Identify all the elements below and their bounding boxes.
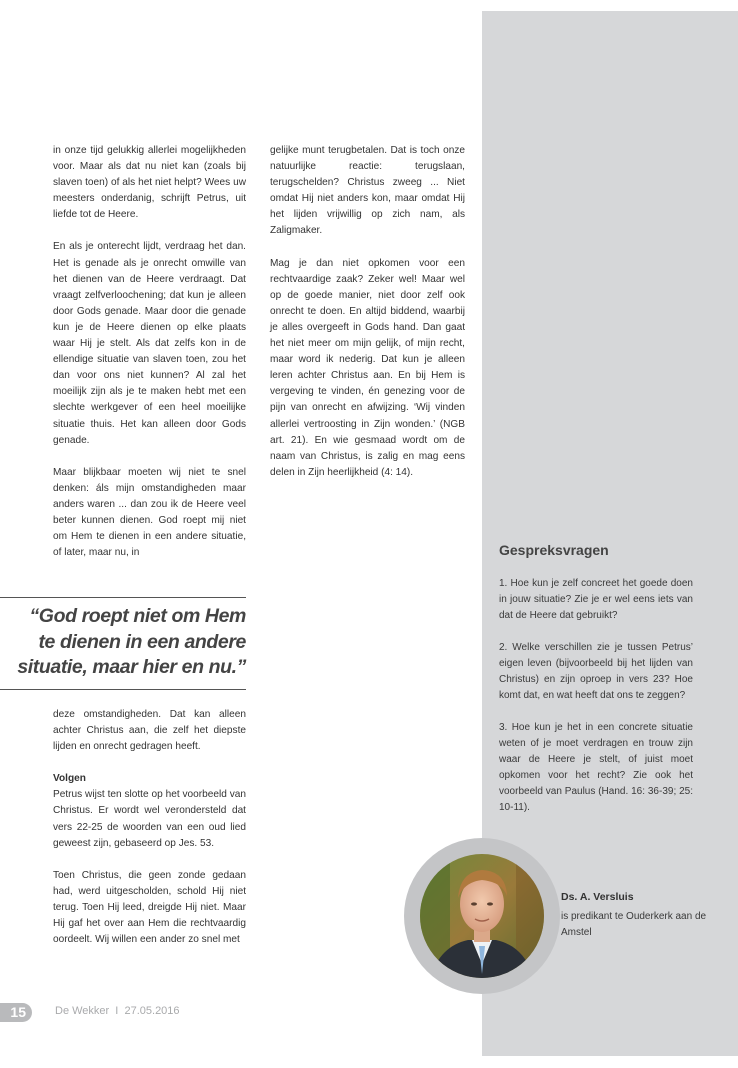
section-heading-volgen: Volgen (53, 773, 86, 785)
article-column-2 (270, 143, 465, 481)
paragraph: gelijke munt terugbetalen. Dat is toch onze natuurlijke reactie: terugslaan, terugschelden? Christus zweeg ... Niet omdat Hij niet anders kon, maar omdat Hij het lijden vrijwillig op zich nam, als Zaligmaker. (270, 145, 465, 237)
author-photo (420, 854, 544, 978)
question-item: 2. Welke verschillen zie je tussen Petrus’ eigen leven (bijvoorbeeld bij het lijden van Christus) en zijn oproep in vers 23? Hoe komt dat, en wat heeft dat ons te zeggen? (499, 642, 693, 701)
article-column-1-top (53, 143, 246, 561)
quote-bottom-rule (0, 689, 246, 690)
author-description: is predikant te Ouderkerk aan de Amstel (561, 911, 707, 938)
question-item: 3. Hoe kun je het in een concrete situatie weten of je moet verdragen en trouw zijn waar de Heere je stelt, of juist moet opkomen voor het recht? Zie ook het voorbeeld van Paulus (Hand. 16: 36-39; 25: 10-11). (499, 722, 693, 813)
paragraph: Mag je dan niet opkomen voor een rechtvaardige zaak? Zeker wel! Maar wel op de goede manier, niet door zelf ook onrecht te doen. En altijd biddend, waarbij je alles overgeeft in Gods hand. Dan gaat het niet meer om mijn gelijk, of mijn recht, maar word ik nederig. Dat kun je alleen leren achter Christus aan. En bij Hem is vergeving te vinden, én genezing voor de pijn van onrecht en afwijzing. ‘Wij vinden allerlei vertroosting in Zijn wonden.’ (NGB art. 21). En wie gesmaad wordt om de naam van Christus, is zalig en mag eens delen in Zijn heerlijkheid (4: 14). (270, 257, 465, 478)
pull-quote-line: te dienen in een andere (38, 630, 246, 653)
article-column-1-bottom (53, 707, 246, 948)
pull-quote (0, 604, 246, 681)
footer-publication: De Wekker I 27.05.2016 (55, 1005, 180, 1017)
author-name: Ds. A. Versluis (561, 891, 634, 903)
author-portrait-image (420, 854, 544, 978)
paragraph: deze omstandigheden. Dat kan alleen achter Christus aan, die zelf het diepste lijden en onrecht gedragen heeft. (53, 709, 246, 753)
paragraph: Toen Christus, die geen zonde gedaan had, werd uitgescholden, schold Hij niet terug. Toen Hij leed, dreigde Hij niet. Maar Hij gaf het over aan Hem die rechtvaardig oordeelt. Wij willen een ander zo snel met (53, 869, 246, 946)
pull-quote-line: “God roept niet om Hem (29, 605, 246, 627)
question-list (499, 576, 693, 832)
question-item: 1. Hoe kun je zelf concreet het goede doen in jouw situatie? Zie je er wel eens iets van dat de Heere dat gebruikt? (499, 578, 693, 621)
paragraph (53, 771, 246, 851)
paragraph: En als je onterecht lijdt, verdraag het dan. Het is genade als je onrecht omwille van het dienen van de Heere verdraagt. Dat vraagt zelfverloochening; dat kun je alleen door Gods genade. Maar door die genade kun je de Heere dienen op elke plaats waar Hij je stelt. Als dat zelfs kon in de ellendige situatie van slaven toen, zou het dan voor ons niet kunnen? Al zal het moeilijk zijn als je te maken hebt met een slechte werkgever of een heel moeilijke situatie thuis. Het kan alleen door Gods genade. (53, 241, 246, 446)
paragraph: in onze tijd gelukkig allerlei mogelijkheden voor. Maar als dat nu niet kan (zoals bij slaven toen) of als het niet helpt? Wees uw meesters onderdanig, schrijft Petrus, uit liefde tot de Heere. (53, 145, 246, 221)
pull-quote-line: situatie, maar hier en nu.” (17, 656, 246, 678)
page-number-badge: 15 (0, 1003, 32, 1022)
paragraph-text: Petrus wijst ten slotte op het voorbeeld van Christus. Er wordt wel verondersteld dat vers 22-25 de woorden van een oud lied geweest zijn, gebaseerd op Jes. 53. (53, 789, 246, 849)
quote-top-rule (0, 597, 246, 598)
sidebar-title: Gespreksvragen (499, 542, 609, 558)
paragraph: Maar blijkbaar moeten wij niet te snel denken: áls mijn omstandigheden maar anders waren ... dan zou ik de Heere veel beter kunnen dienen. God roept mij niet om Hem te dienen in een andere situatie, of later, maar nu, in (53, 466, 246, 559)
